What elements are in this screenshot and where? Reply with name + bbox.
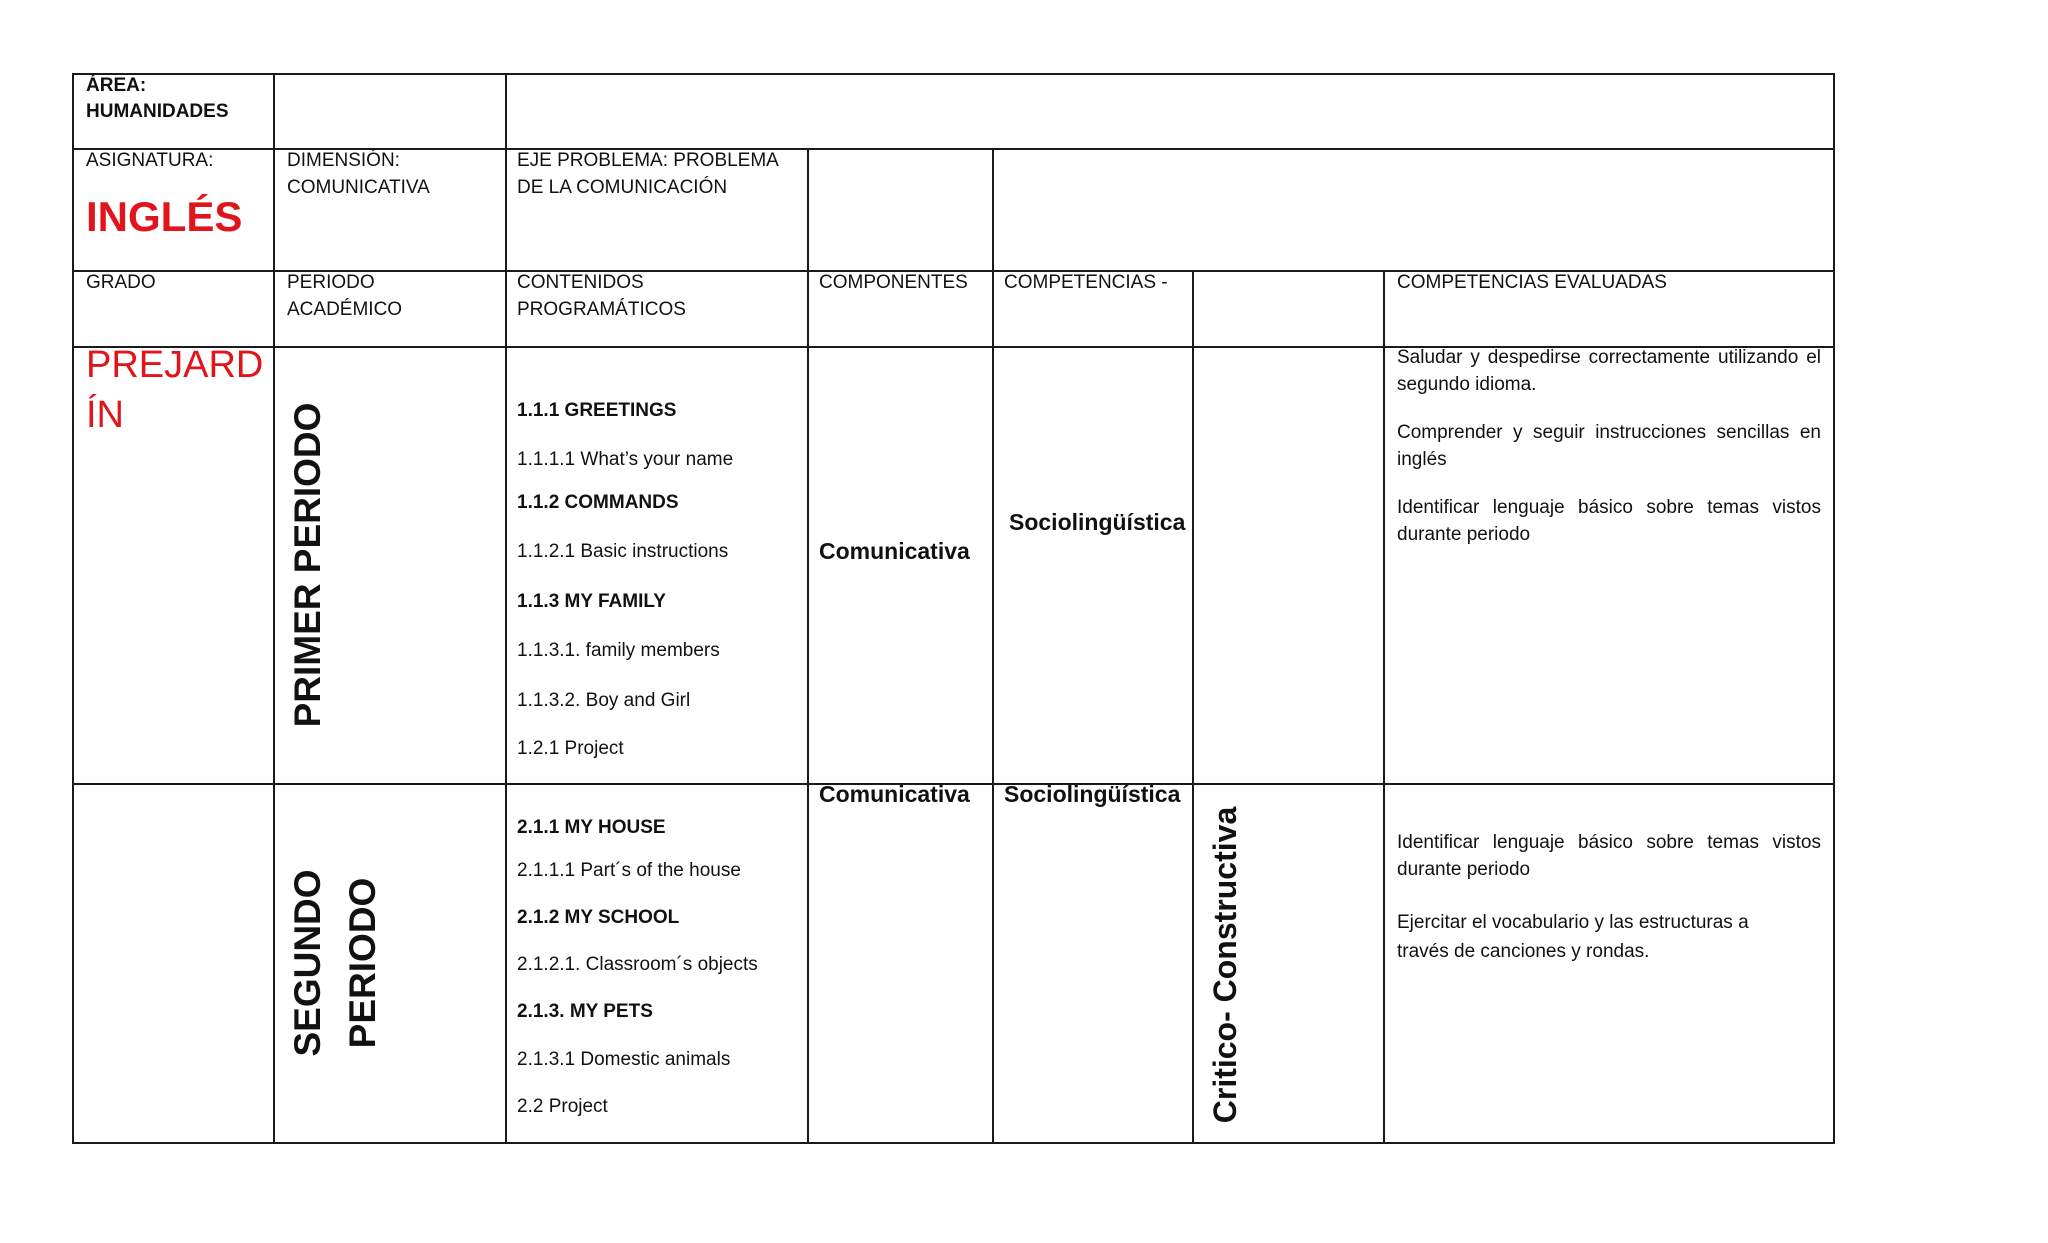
r1-content-7: 1.1.3.2. Boy and Girl bbox=[517, 690, 691, 711]
r1-evaluada-2: Comprender y seguir instrucciones sencillas en inglés bbox=[1397, 422, 1821, 470]
asignatura-label: ASIGNATURA: bbox=[86, 150, 214, 171]
r1-evaluada-3: Identificar lenguaje básico sobre temas vistos durante periodo bbox=[1397, 497, 1821, 545]
grado-line2: ÍN bbox=[86, 394, 124, 436]
r1-content-2: 1.1.1.1 What’s your name bbox=[517, 449, 734, 470]
cell-eje-empty-1 bbox=[807, 148, 994, 272]
cell-area-empty-1 bbox=[273, 73, 507, 150]
cell-eje-empty-2 bbox=[992, 148, 1835, 272]
r2-content-2: 2.1.1.1 Part´s of the house bbox=[517, 860, 741, 881]
r2-content-1: 2.1.1 MY HOUSE bbox=[517, 817, 666, 838]
r2-content-4: 2.1.2.1. Classroom´s objects bbox=[517, 954, 758, 975]
r2-content-5: 2.1.3. MY PETS bbox=[517, 1001, 653, 1022]
row1-componentes bbox=[807, 346, 994, 785]
area-value: HUMANIDADES bbox=[86, 101, 229, 122]
row2-competencias bbox=[992, 783, 1194, 1144]
row2-componentes bbox=[807, 783, 994, 1144]
eje-problema-line1: EJE PROBLEMA: PROBLEMA bbox=[517, 150, 779, 171]
r2-evaluada-2-line2: través de canciones y rondas. bbox=[1397, 941, 1650, 962]
r1-content-3: 1.1.2 COMMANDS bbox=[517, 492, 679, 513]
asignatura-value: INGLÉS bbox=[86, 193, 243, 240]
contenidos-header-line1: CONTENIDOS bbox=[517, 272, 644, 293]
r1-content-8: 1.2.1 Project bbox=[517, 738, 624, 759]
r1-componente: Comunicativa bbox=[819, 538, 970, 564]
evaluadas-header: COMPETENCIAS EVALUADAS bbox=[1397, 272, 1667, 293]
row1-evaluadas bbox=[1383, 346, 1835, 785]
primer-periodo-label: PRIMER PERIODO bbox=[287, 402, 328, 728]
r2-content-6: 2.1.3.1 Domestic animals bbox=[517, 1049, 731, 1070]
competencias-header: COMPETENCIAS - bbox=[1004, 272, 1168, 293]
r1-content-4: 1.1.2.1 Basic instructions bbox=[517, 541, 729, 562]
r1-evaluada-1: Saludar y despedirse correctamente utilizando el segundo idioma. bbox=[1397, 347, 1821, 395]
row2-grado bbox=[72, 783, 275, 1144]
dimension-label: DIMENSIÓN: bbox=[287, 150, 400, 171]
critico-constructiva-label: Critico- Constructiva bbox=[1207, 806, 1243, 1124]
r1-competencia: Sociolingüística bbox=[1009, 509, 1186, 535]
grado-line1: PREJARD bbox=[86, 344, 264, 386]
r1-content-1: 1.1.1 GREETINGS bbox=[517, 400, 677, 421]
r2-content-7: 2.2 Project bbox=[517, 1096, 608, 1117]
segundo-periodo-label-line1: SEGUNDO bbox=[287, 869, 328, 1057]
r2-componente: Comunicativa bbox=[819, 781, 970, 807]
r2-content-3: 2.1.2 MY SCHOOL bbox=[517, 907, 680, 928]
r1-content-6: 1.1.3.1. family members bbox=[517, 640, 720, 661]
area-label: ÁREA: bbox=[86, 75, 147, 96]
row1-competencias bbox=[992, 346, 1194, 785]
r2-evaluada-1: Identificar lenguaje básico sobre temas vistos durante periodo bbox=[1397, 832, 1821, 880]
cell-area-empty-2 bbox=[505, 73, 1835, 150]
grado-header: GRADO bbox=[86, 272, 156, 293]
segundo-periodo-label-line2: PERIODO bbox=[342, 877, 383, 1049]
eje-problema-line2: DE LA COMUNICACIÓN bbox=[517, 177, 728, 198]
r2-evaluada-2-line1: Ejercitar el vocabulario y las estructuras a bbox=[1397, 912, 1749, 933]
periodo-header-line1: PERIODO bbox=[287, 272, 375, 293]
r1-content-5: 1.1.3 MY FAMILY bbox=[517, 591, 666, 612]
contenidos-header-line2: PROGRAMÁTICOS bbox=[517, 299, 686, 320]
dimension-value: COMUNICATIVA bbox=[287, 177, 430, 198]
componentes-header: COMPONENTES bbox=[819, 272, 968, 293]
row1-critico bbox=[1192, 346, 1385, 785]
periodo-header-line2: ACADÉMICO bbox=[287, 299, 403, 320]
header-empty bbox=[1192, 270, 1385, 348]
r2-competencia: Sociolingüística bbox=[1004, 781, 1181, 807]
